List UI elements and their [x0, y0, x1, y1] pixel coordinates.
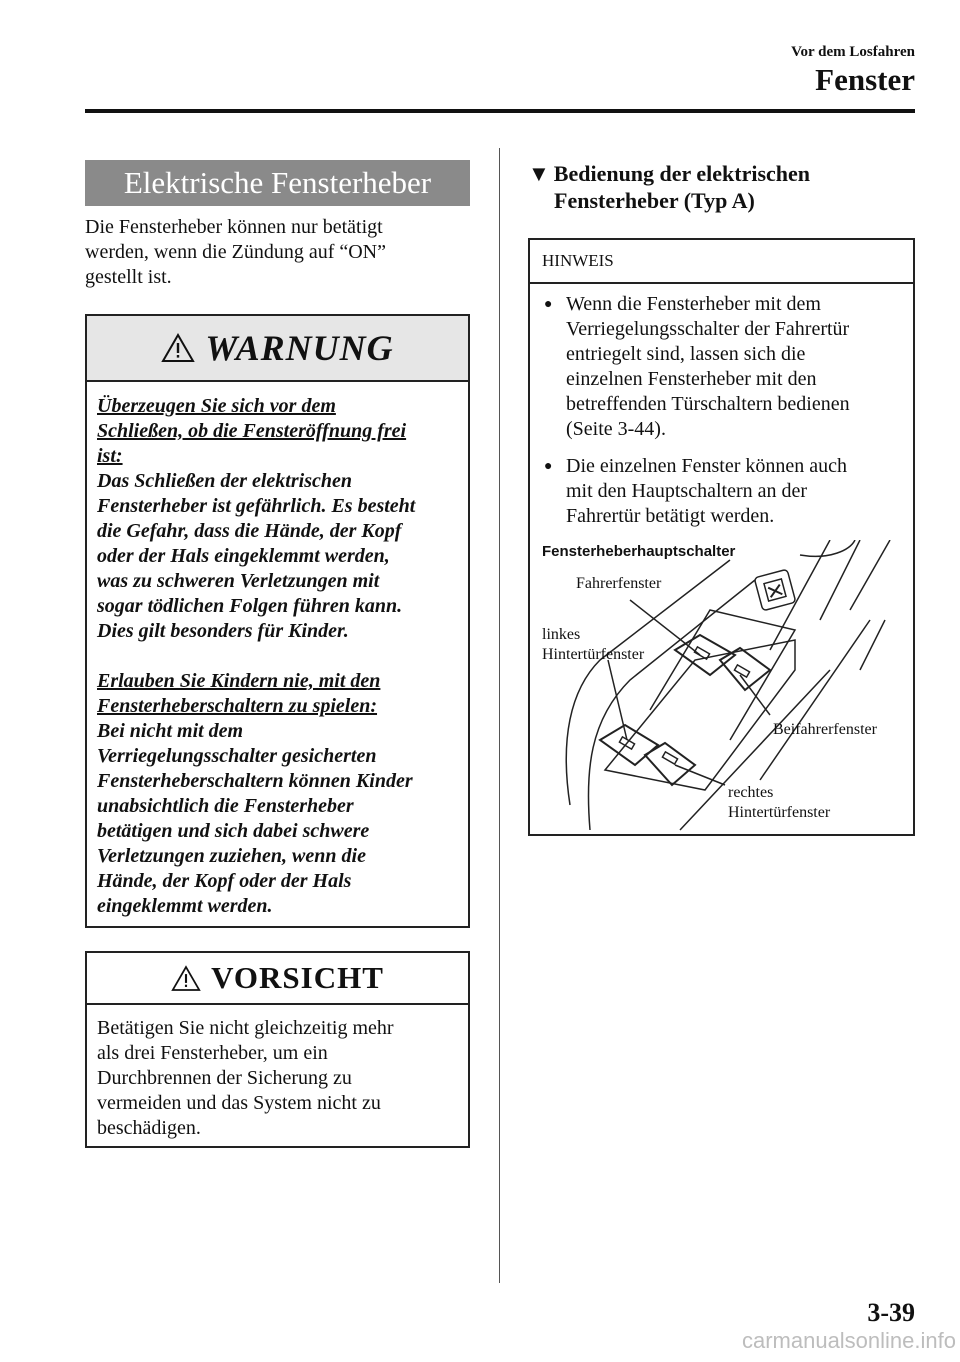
page-number: 3-39: [867, 1298, 915, 1327]
caution-triangle-icon: [171, 965, 201, 992]
warning-text-2: Bei nicht mit dem Verriegelungsschalter gesicherten Fensterheberschaltern können Kinder unabsichtlich die Fensterheber betätigen und sich dabei schwere Verletzungen zuziehen, wenn die Hände, der Kopf oder der Hals eingeklemmt werden.: [97, 720, 413, 917]
warning-body: [87, 382, 468, 919]
warning-box: [85, 314, 470, 928]
list-item: ● Die einzelnen Fenster können auch mit den Hauptschaltern an der Fahrertür betätigt werden.: [544, 455, 848, 527]
caution-header: [87, 953, 468, 1005]
label-driver-window: Fahrerfenster: [576, 575, 662, 592]
bullet-icon: ●: [544, 297, 553, 312]
note-list: [530, 284, 913, 529]
warning-heading-1: Überzeugen Sie sich vor dem Schließen, ob die Fensteröffnung frei ist:: [97, 395, 407, 467]
triangle-down-icon: ▼: [528, 161, 550, 186]
warning-triangle-icon: [161, 333, 195, 363]
figure-title: Fensterheberhauptschalter: [542, 543, 736, 560]
watermark: carmanualsonline.info: [741, 1328, 956, 1353]
caution-body: Betätigen Sie nicht gleichzeitig mehr als drei Fensterheber, um ein Durchbrennen der Sicherung zu vermeiden und das System nicht zu beschädigen.: [97, 1017, 394, 1139]
bullet-icon: ●: [544, 459, 553, 474]
list-item: ● Wenn die Fensterheber mit dem Verriegelungsschalter der Fahrertür entriegelt sind, lassen sich die einzelnen Fensterheber mit den betreffenden Türschaltern bedienen (Seite 3-44).: [544, 293, 850, 440]
intro-text: Die Fensterheber können nur betätigt werden, wenn die Zündung auf “ON” gestellt ist.: [85, 216, 387, 288]
warning-title: WARNUNG: [205, 328, 394, 368]
warning-text-1: Das Schließen der elektrischen Fensterheber ist gefährlich. Es besteht die Gefahr, dass die Hände, der Kopf oder der Hals eingeklemmt werden, was zu schweren Verletzungen mit sogar tödlichen Folgen führen kann. Dies gilt besonders für Kinder.: [97, 470, 416, 642]
label-left-rear-window: linkes Hintertürfenster: [542, 626, 645, 663]
section-title: Elektrische Fensterheber: [85, 160, 470, 206]
warning-heading-2: Erlauben Sie Kindern nie, mit den Fensterheberschaltern zu spielen:: [97, 670, 381, 717]
label-passenger-window: Beifahrerfenster: [773, 721, 877, 738]
column-divider: [499, 148, 500, 1283]
header-section: Fenster: [815, 62, 915, 97]
header-chapter: Vor dem Losfahren: [791, 44, 915, 60]
note-title: HINWEIS: [530, 240, 913, 284]
caution-box: [85, 951, 470, 1148]
subsection-heading: ▼ Bedienung der elektrischen Fensterheber (Typ A): [528, 161, 811, 213]
caution-title: VORSICHT: [211, 960, 384, 995]
warning-header: [87, 316, 468, 382]
label-right-rear-window: rechtes Hintertürfenster: [728, 784, 831, 821]
switch-figure: [530, 540, 913, 834]
header-rule: [85, 109, 915, 113]
